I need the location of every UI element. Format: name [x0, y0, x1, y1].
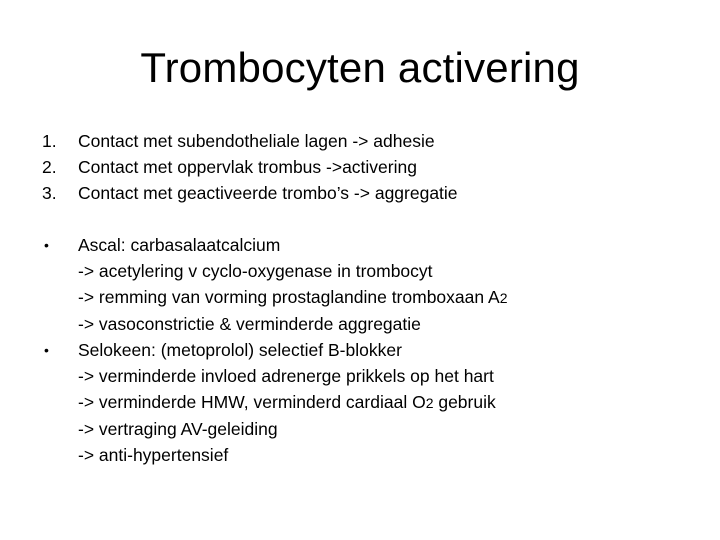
numbered-item-2 — [42, 154, 682, 180]
slide-title: Trombocyten activering — [140, 44, 580, 91]
ascal-line-2-text: -> remming van vorming prostaglandine tromboxaan A — [78, 287, 500, 307]
list-number: 3. — [42, 183, 57, 203]
list-item-text: Contact met subendotheliale lagen -> adhesie — [78, 131, 435, 151]
bullet-list — [42, 232, 682, 468]
ascal-line-1: -> acetylering v cyclo-oxygenase in trombocyt — [78, 261, 433, 281]
selokeen-line-2-suffix: gebruik — [433, 392, 496, 412]
bullet-item-ascal — [42, 232, 682, 337]
selokeen-line-2-subscript: 2 — [425, 395, 434, 411]
selokeen-line-2-text: -> verminderde HMW, verminderd cardiaal O — [78, 392, 426, 412]
ascal-line-2 — [78, 284, 682, 311]
list-number: 2. — [42, 157, 57, 177]
numbered-list — [42, 128, 682, 206]
bullet-marker: • — [44, 237, 49, 253]
selokeen-line-2 — [78, 389, 682, 416]
selokeen-line-3: -> vertraging AV-geleiding — [78, 419, 278, 439]
selokeen-heading: Selokeen: (metoprolol) selectief B-blokker — [78, 340, 402, 360]
ascal-line-2-subscript: 2 — [499, 290, 508, 306]
numbered-item-3 — [42, 180, 682, 206]
list-item-text: Contact met oppervlak trombus ->activering — [78, 157, 417, 177]
list-number: 1. — [42, 131, 57, 151]
ascal-heading: Ascal: carbasalaatcalcium — [78, 235, 281, 255]
selokeen-line-1: -> verminderde invloed adrenerge prikkels op het hart — [78, 366, 494, 386]
ascal-line-3: -> vasoconstrictie & verminderde aggregatie — [78, 314, 421, 334]
list-item-text: Contact met geactiveerde trombo’s -> aggregatie — [78, 183, 458, 203]
bullet-item-selokeen — [42, 337, 682, 468]
selokeen-line-4: -> anti-hypertensief — [78, 445, 229, 465]
numbered-item-1 — [42, 128, 682, 154]
bullet-marker: • — [44, 342, 49, 358]
